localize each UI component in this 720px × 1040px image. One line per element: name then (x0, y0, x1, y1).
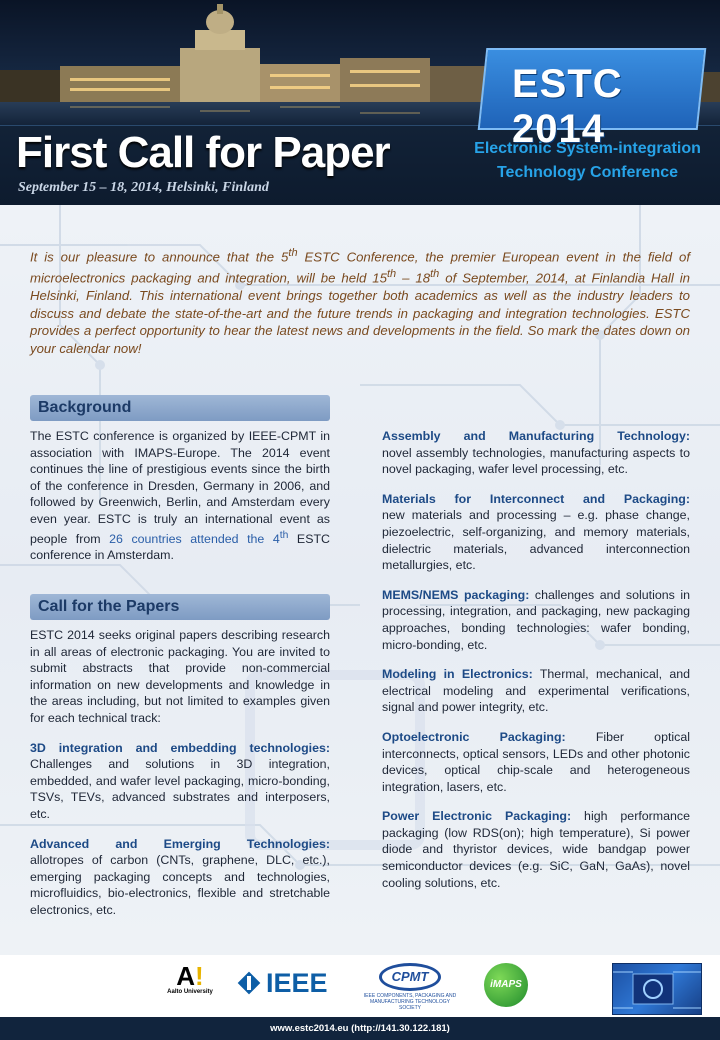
conference-name-line1: Electronic System-integration (474, 140, 701, 157)
circuit-photo-graphic (613, 964, 702, 1015)
track-title: 3D integration and embedding technologies: (30, 740, 330, 755)
intro-text-1: It is our pleasure to announce that the 5 (30, 249, 289, 265)
background-highlight-sup: th (279, 529, 289, 541)
track-item (382, 808, 690, 891)
track-desc: allotropes of carbon (CNTs, graphene, DLC, etc.), emerging packaging concepts and technologies, microfluidics, bio-electronics, flexible and stretchable electronics, etc. (30, 853, 330, 917)
call-text: ESTC 2014 seeks original papers describing research in all areas of electronic packaging. You are invited to submit abstracts that provide non-commercial information on new developments and knowledge in the areas including, but not limited to examples given for each technical track: (30, 628, 330, 725)
track-item (382, 666, 690, 716)
cpmt-text: CPMT (379, 963, 441, 991)
track-item (30, 740, 330, 823)
intro-text-3: – 18 (396, 270, 431, 286)
cpmt-logo (360, 963, 460, 1011)
background-text (30, 428, 330, 564)
track-title: Optoelectronic Packaging: (382, 729, 566, 744)
aalto-name: Aalto University (167, 989, 213, 995)
footer-url[interactable]: www.estc2014.eu (http://141.30.122.181) (0, 1017, 720, 1040)
aalto-excl: ! (195, 961, 204, 991)
ieee-text: IEEE (266, 968, 328, 998)
background-heading: Background (30, 395, 330, 421)
intro-sup-3: th (430, 267, 440, 280)
ieee-diamond-icon (236, 970, 262, 996)
tracks-right-column (382, 428, 690, 904)
ieee-logo (236, 963, 340, 1003)
track-item (382, 587, 690, 653)
track-title: Advanced and Emerging Technologies: (30, 836, 330, 851)
intro-sup-2: th (386, 267, 397, 280)
call-column (30, 627, 330, 932)
intro-text-2: ESTC Conference, the premier European event in the field of microelectronics packaging and integration, will be held 15 (30, 249, 690, 286)
track-desc: Fiber optical interconnects, optical sensors, LEDs and other photonic devices, optical chip-scale and heterogeneous integration, lasers, etc. (382, 729, 690, 794)
estc-logo-text: ESTC 2014 (512, 62, 623, 151)
header-banner (0, 0, 720, 205)
track-item (382, 729, 690, 795)
background-highlight: 26 countries attended the 4 (109, 531, 280, 546)
circuit-board-photo (612, 963, 702, 1015)
track-title: Materials for Interconnect and Packaging: (382, 491, 690, 506)
track-desc: new materials and processing – e.g. phase change, piezoelectric, self-organizing, and memory materials, dielectric materials, advanced interconnection metallurgies, etc. (382, 508, 690, 573)
track-desc: Challenges and solutions in 3D integration, embedded, and wafer level packaging, micro-bonding, TSVs, TEVs, advanced substrates and interposers, etc. (30, 757, 330, 821)
conference-name (455, 137, 720, 185)
page-title: First Call for Paper (16, 128, 390, 177)
track-desc: Thermal, mechanical, and electrical modeling and experimental verifications, signal and power integrity, etc. (382, 667, 691, 715)
intro-paragraph (30, 245, 690, 357)
track-item (382, 491, 690, 574)
cpmt-subtitle: IEEE COMPONENTS, PACKAGING AND MANUFACTURING TECHNOLOGY SOCIETY (363, 993, 457, 1011)
background-text-1: The ESTC conference is organized by IEEE-CPMT in association with IMAPS-Europe. The 2014 event continues the line of prestigious events since the birth of the conference in Dresden, Germany in 2006, and followed by Greenwich, Berlin, and Amsterdam every even year. ESTC is truly an international event as people from (30, 429, 330, 546)
track-title: Modeling in Electronics: (382, 667, 533, 682)
intro-sup-1: th (288, 247, 298, 259)
imaps-logo (484, 963, 528, 1007)
imaps-text: iMAPS (484, 963, 528, 1007)
track-title: MEMS/NEMS packaging: (382, 587, 530, 602)
track-title: Assembly and Manufacturing Technology: (382, 429, 690, 443)
track-item (382, 428, 690, 478)
track-desc: challenges and solutions in processing, integration, and packaging, new packaging approaches, bonding technologies: wafer bonding, micro-bonding, etc. (382, 587, 691, 652)
track-title: Power Electronic Packaging: (382, 809, 572, 824)
aalto-logo (160, 963, 220, 995)
background-text-2: ESTC conference in Amsterdam. (30, 531, 330, 563)
track-item (30, 836, 330, 919)
intro-text-4: of September, 2014, at Finlandia Hall in Helsinki, Finland. This international event brings together both academics as well as the industry leaders to discuss and debate the state-of-the-art and the future trends in packaging and integration technologies. ESTC provides a perfect opportunity to hear the latest news and developments in the field. So mark the dates down on your calendar now! (30, 270, 690, 356)
call-heading: Call for the Papers (30, 594, 330, 620)
aalto-mark: A (176, 961, 196, 991)
track-desc: high performance packaging (low RDS(on); high temperature), Si power diode and thyristor devices, wide bandgap power semiconductor devices (e.g. SiC, GaN, GaAs), novel cooling solutions, etc. (382, 809, 690, 890)
track-desc: novel assembly technologies, manufacturing aspects to novel packaging, wafer level processing, etc. (382, 445, 690, 477)
conference-name-line2: Technology Conference (496, 164, 679, 181)
event-date-location: September 15 – 18, 2014, Helsinki, Finland (18, 180, 269, 195)
